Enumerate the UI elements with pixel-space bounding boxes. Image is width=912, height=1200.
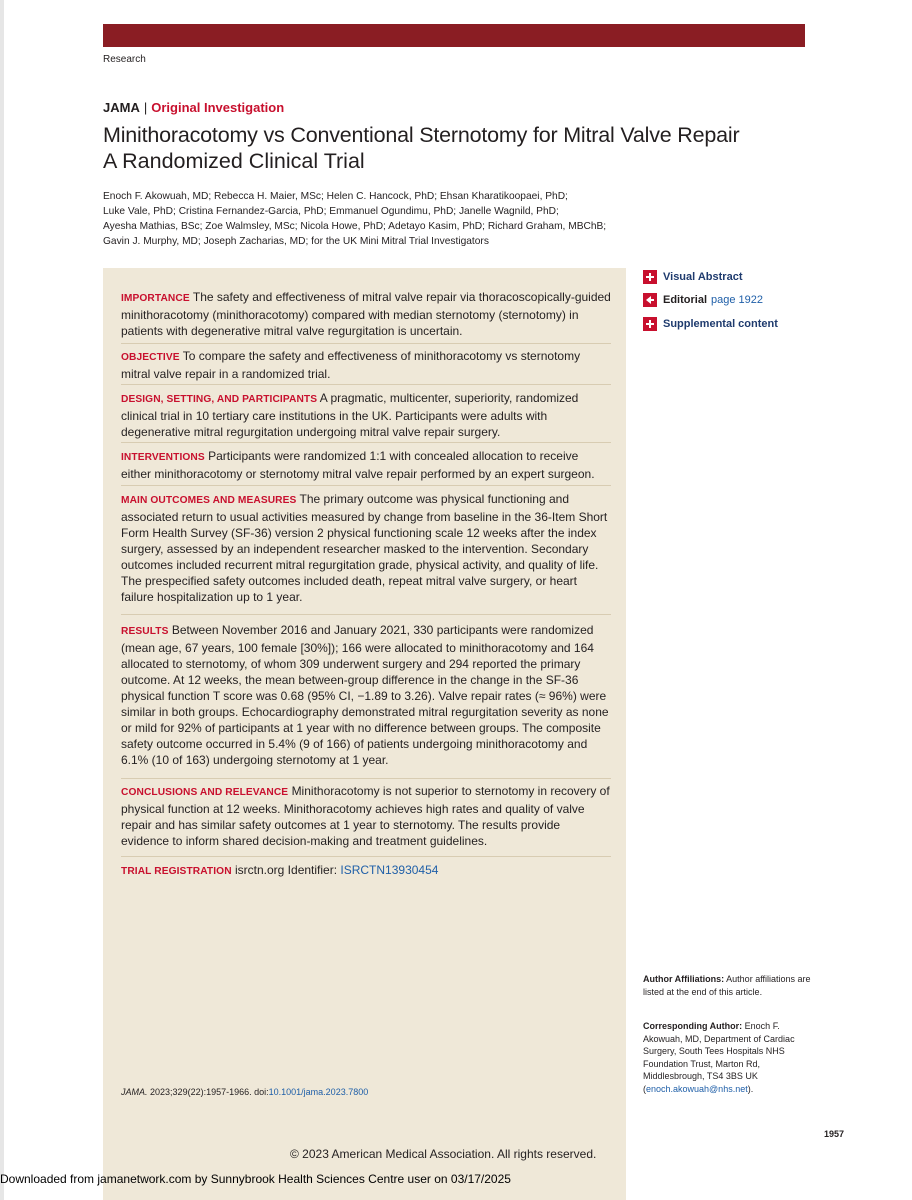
abstract-text: Participants were randomized 1:1 with concealed allocation to receive either minithoracotomy or sternotomy mitral valve repair performed by an expert surgeon.: [121, 449, 595, 481]
abstract-heading: CONCLUSIONS AND RELEVANCE: [121, 787, 289, 798]
abstract-design: [121, 390, 611, 440]
abstract-interventions: [121, 448, 611, 482]
corresponding-text: Enoch F. Akowuah, MD, Department of Cardiac Surgery, South Tees Hospitals NHS Foundation Trust, Marton Rd, Middlesbrough, TS4 3BS UK (: [643, 1021, 795, 1094]
author-line: Enoch F. Akowuah, MD; Rebecca H. Maier, MSc; Helen C. Hancock, PhD; Ehsan Kharatikoopaei, PhD;: [103, 191, 568, 202]
arrow-left-icon: [643, 293, 657, 307]
abstract-divider: [121, 778, 611, 779]
editorial-label: Editorial: [663, 294, 708, 306]
visual-abstract-link[interactable]: [643, 270, 742, 284]
abstract-text: A pragmatic, multicenter, superiority, randomized clinical trial in 10 tertiary care institutions in the UK. Participants were adults with degenerative mitral regurgitation undergoing mitral valve repair surgery.: [121, 391, 579, 439]
affiliations-heading: Author Affiliations:: [643, 974, 725, 984]
article-subtitle: A Randomized Clinical Trial: [103, 149, 365, 173]
corresponding-heading: Corresponding Author:: [643, 1021, 743, 1031]
abstract-text: The primary outcome was physical functioning and associated return to usual activities measured by change from baseline in the 36-Item Short Form Health Survey (SF-36) version 2 physical functioning scale 12 weeks after the index surgery, assessed by an independent researcher masked to the intervention. Secondary outcomes included recurrent mitral regurgitation grade, physical activity, and quality of life. The prespecified safety outcomes included death, repeat mitral valve surgery, or heart failure hospitalization up to 1 year.: [121, 492, 608, 604]
abstract-text: To compare the safety and effectiveness of minithoracotomy vs sternotomy mitral valve repair in a randomized trial.: [121, 349, 581, 381]
download-notice: Downloaded from jamanetwork.com by Sunnybrook Health Sciences Centre user on 03/17/2025: [0, 1172, 511, 1186]
citation-journal: JAMA.: [121, 1087, 148, 1097]
plus-icon: [643, 270, 657, 284]
supplemental-content-link[interactable]: [643, 317, 778, 331]
abstract-outcomes: [121, 491, 611, 605]
page-edge: [0, 0, 4, 1200]
corresponding-email-link[interactable]: enoch.akowuah@nhs.net: [646, 1083, 748, 1094]
abstract-divider: [121, 614, 611, 615]
corresponding-end: ).: [747, 1083, 754, 1094]
abstract-text: isrctn.org Identifier:: [235, 863, 338, 877]
author-affiliations: [643, 973, 811, 998]
abstract-heading: INTERVENTIONS: [121, 452, 205, 463]
editorial-link[interactable]: [643, 293, 763, 307]
corresponding-author: [643, 1020, 811, 1095]
author-line: Ayesha Mathias, BSc; Zoe Walmsley, MSc; Nicola Howe, PhD; Adetayo Kasim, PhD; Richard Graham, MBChB;: [103, 221, 607, 232]
citation-text: 2023;329(22):1957-1966. doi:: [150, 1087, 269, 1097]
journal-line: [103, 100, 284, 115]
abstract-text: Between November 2016 and January 2021, 330 participants were randomized (mean age, 67 years, 100 female [30%]); 166 were allocated to minithoracotomy and 164 allocated to sternotomy, of whom 309 underwent surgery and 294 reported the primary outcome. At 12 weeks, the mean between-group difference in the change in the SF-36 physical function T score was 0.68 (95% CI, −1.89 to 3.26). Valve repair rates (≈ 96%) were similar in both groups. Echocardiography demonstrated mitral regurgitation severity as none or mild for 92% of participants at 1 year with no difference between groups. The composite safety outcome occurred in 5.4% (9 of 166) of patients undergoing minithoracotomy and 6.1% (10 of 163) undergoing sternotomy at 1 year.: [121, 623, 609, 767]
article-title: Minithoracotomy vs Conventional Sternotomy for Mitral Valve Repair: [103, 123, 740, 147]
plus-icon: [643, 317, 657, 331]
citation: [121, 1087, 368, 1097]
abstract-text: Minithoracotomy is not superior to sternotomy in recovery of physical function at 12 weeks. Minithoracotomy achieves high rates and quality of valve repair and has similar safety outcomes at 1 year to sternotomy. The results provide evidence to inform shared decision-making and treatment guidelines.: [121, 784, 610, 848]
supplemental-label: Supplemental content: [663, 318, 778, 330]
page-number: 1957: [824, 1129, 845, 1139]
visual-abstract-label: Visual Abstract: [663, 271, 743, 283]
abstract-heading: IMPORTANCE: [121, 293, 190, 304]
abstract-registration: [121, 862, 611, 880]
affiliations-text: Author affiliations are listed at the end of this article.: [643, 974, 811, 997]
journal-separator: |: [143, 100, 148, 115]
abstract-divider: [121, 384, 611, 385]
copyright-notice: © 2023 American Medical Association. All rights reserved.: [290, 1147, 597, 1161]
abstract-importance: [121, 289, 611, 339]
abstract-divider: [121, 485, 611, 486]
abstract-conclusions: [121, 783, 611, 849]
editorial-page: page 1922: [711, 294, 764, 306]
abstract-heading: TRIAL REGISTRATION: [121, 866, 232, 877]
journal-color-bar: [103, 24, 805, 47]
abstract-results: [121, 622, 611, 768]
abstract-divider: [121, 343, 611, 344]
article-type: Original Investigation: [151, 100, 285, 115]
abstract-divider: [121, 856, 611, 857]
abstract-heading: DESIGN, SETTING, AND PARTICIPANTS: [121, 394, 318, 405]
journal-name: JAMA: [103, 100, 140, 115]
abstract-objective: [121, 348, 611, 382]
abstract-text: The safety and effectiveness of mitral valve repair via thoracoscopically-guided minithoracotomy (minithoracotomy) compared with median sternotomy (sternotomy) in patients with degenerative mitral valve regurgitation is uncertain.: [121, 290, 611, 338]
abstract-heading: MAIN OUTCOMES AND MEASURES: [121, 495, 297, 506]
abstract-heading: RESULTS: [121, 626, 169, 637]
abstract-heading: OBJECTIVE: [121, 352, 180, 363]
doi-link[interactable]: 10.1001/jama.2023.7800: [268, 1087, 369, 1097]
section-label: Research: [103, 54, 146, 65]
author-list: [103, 189, 623, 249]
trial-registration-link[interactable]: ISRCTN13930454: [340, 863, 439, 877]
abstract-divider: [121, 442, 611, 443]
author-line: Gavin J. Murphy, MD; Joseph Zacharias, MD; for the UK Mini Mitral Trial Investigators: [103, 236, 489, 247]
author-line: Luke Vale, PhD; Cristina Fernandez-Garcia, PhD; Emmanuel Ogundimu, PhD; Janelle Wagnild, PhD;: [103, 206, 559, 217]
